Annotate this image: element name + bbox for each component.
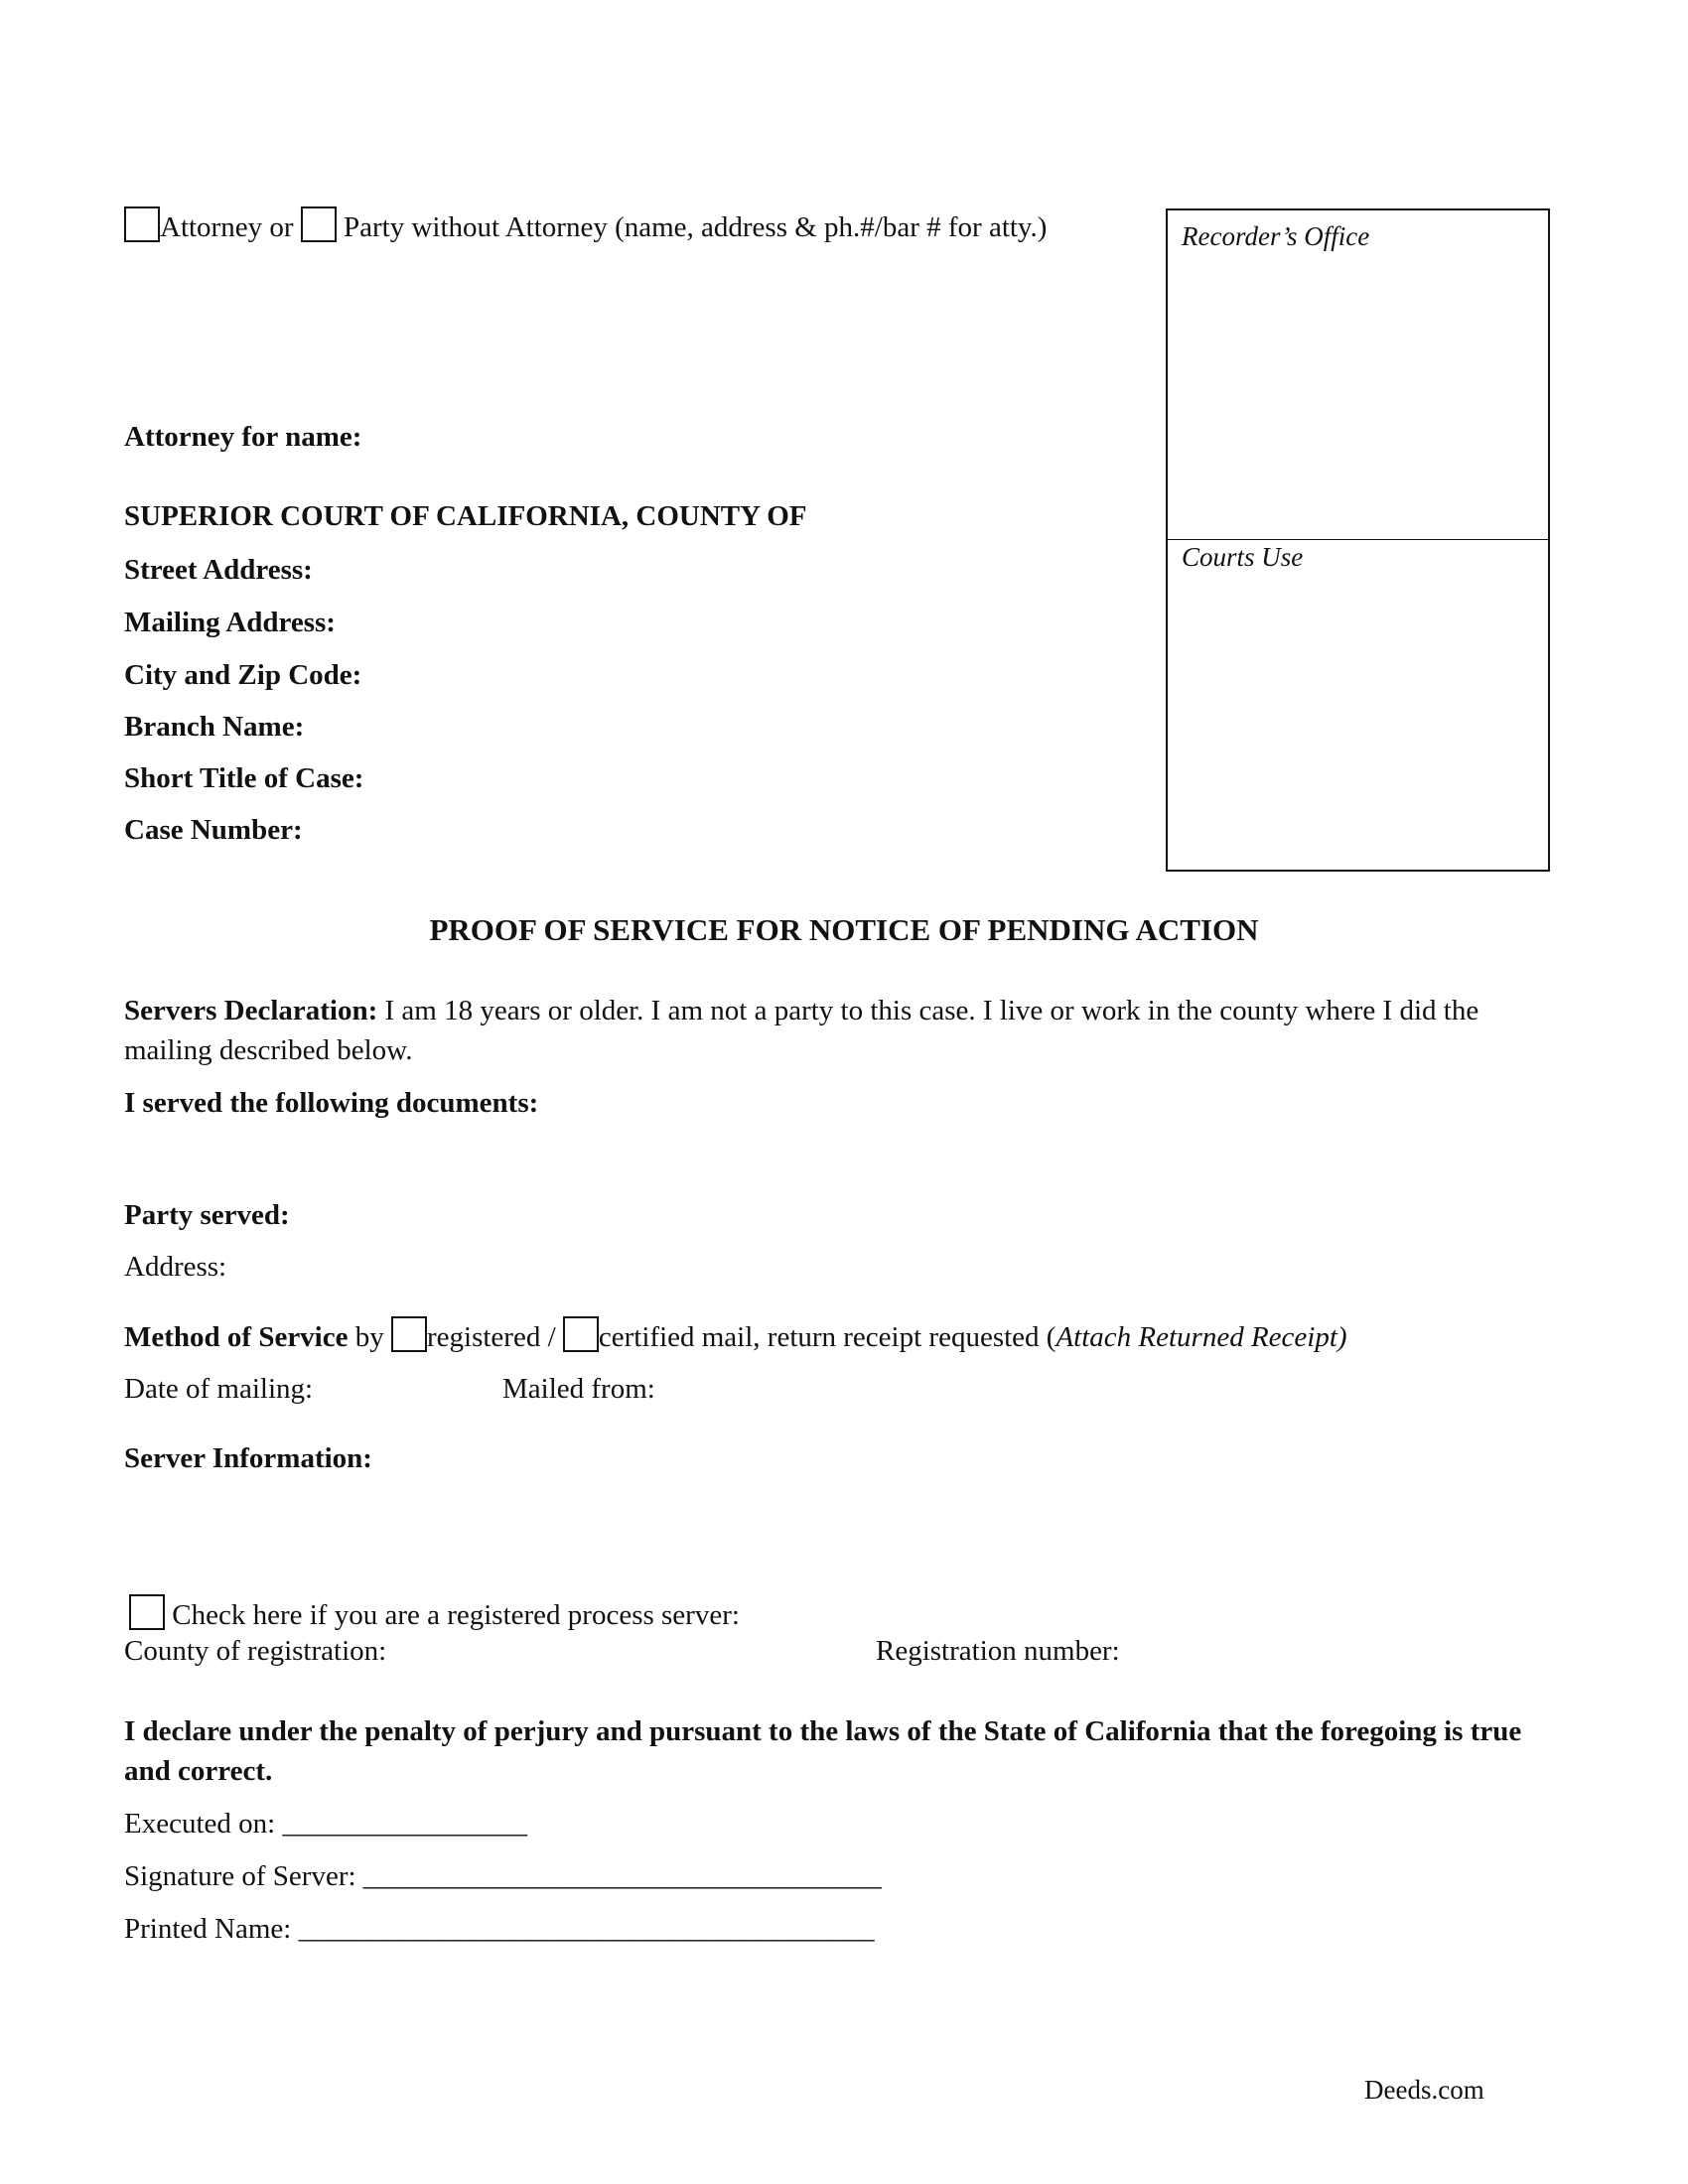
party-without-attorney-label: Party without Attorney (name, address & ph.#/bar # for atty.) [344,211,1048,243]
recorder-box [1166,208,1550,872]
signature-of-server-label: Signature of Server: [124,1860,356,1892]
signature-of-server-line [124,1859,882,1894]
court-title: SUPERIOR COURT OF CALIFORNIA, COUNTY OF [124,500,807,532]
printed-name-blank[interactable]: ________________________________________ [291,1913,875,1945]
servers-declaration-text: I am 18 years or older. I am not a party to this case. I live or work in the county where I did the mailing described below. [124,995,1479,1066]
footer-brand: Deeds.com [1364,2075,1484,2105]
county-registration-label: County of registration: [124,1635,387,1667]
registered-mail-checkbox[interactable] [391,1316,427,1352]
mailing-address-label: Mailing Address: [124,607,336,638]
attorney-header-line [124,206,1047,245]
party-served-label: Party served: [124,1199,290,1231]
attach-receipt-note: Attach Returned Receipt) [1055,1321,1347,1353]
mailed-from-label: Mailed from: [502,1373,655,1405]
method-of-service-line [124,1316,1347,1355]
servers-declaration-label: Servers Declaration: [124,995,378,1026]
method-by-text: by [348,1321,384,1353]
certified-mail-checkbox[interactable] [563,1316,599,1352]
short-title-label: Short Title of Case: [124,762,364,794]
certified-label: certified mail, return receipt requested ( [598,1321,1056,1353]
recorders-office-label: Recorder’s Office [1182,221,1370,251]
servers-declaration [124,991,1564,1070]
printed-name-line [124,1912,875,1947]
process-server-checkbox[interactable] [129,1594,165,1630]
printed-name-label: Printed Name: [124,1913,292,1945]
attorney-for-label: Attorney for name: [124,421,362,453]
courts-use-label: Courts Use [1182,542,1304,572]
branch-name-label: Branch Name: [124,711,305,743]
registered-label: registered / [427,1321,556,1353]
process-server-check-label: Check here if you are a registered process server: [172,1599,740,1631]
executed-on-blank[interactable]: _________________ [275,1808,527,1840]
date-of-mailing-label: Date of mailing: [124,1373,314,1405]
executed-on-label: Executed on: [124,1808,276,1840]
penalty-declaration: I declare under the penalty of perjury and pursuant to the laws of the State of California that the foregoing is true and correct. [124,1715,1522,1787]
attorney-checkbox[interactable] [124,206,160,242]
city-zip-label: City and Zip Code: [124,659,362,691]
document-title: PROOF OF SERVICE FOR NOTICE OF PENDING ACTION [429,912,1259,947]
party-without-attorney-checkbox[interactable] [301,206,337,242]
address-label: Address: [124,1251,227,1283]
street-address-label: Street Address: [124,554,313,586]
server-information-label: Server Information: [124,1442,372,1474]
registration-number-label: Registration number: [876,1635,1120,1667]
process-server-line [129,1594,740,1633]
case-number-label: Case Number: [124,814,303,846]
attorney-label: Attorney or [160,211,294,243]
signature-of-server-blank[interactable]: ____________________________________ [355,1860,882,1892]
method-of-service-label: Method of Service [124,1321,349,1353]
served-documents-label: I served the following documents: [124,1087,539,1119]
recorder-box-divider [1168,539,1548,540]
executed-on-line [124,1807,527,1842]
